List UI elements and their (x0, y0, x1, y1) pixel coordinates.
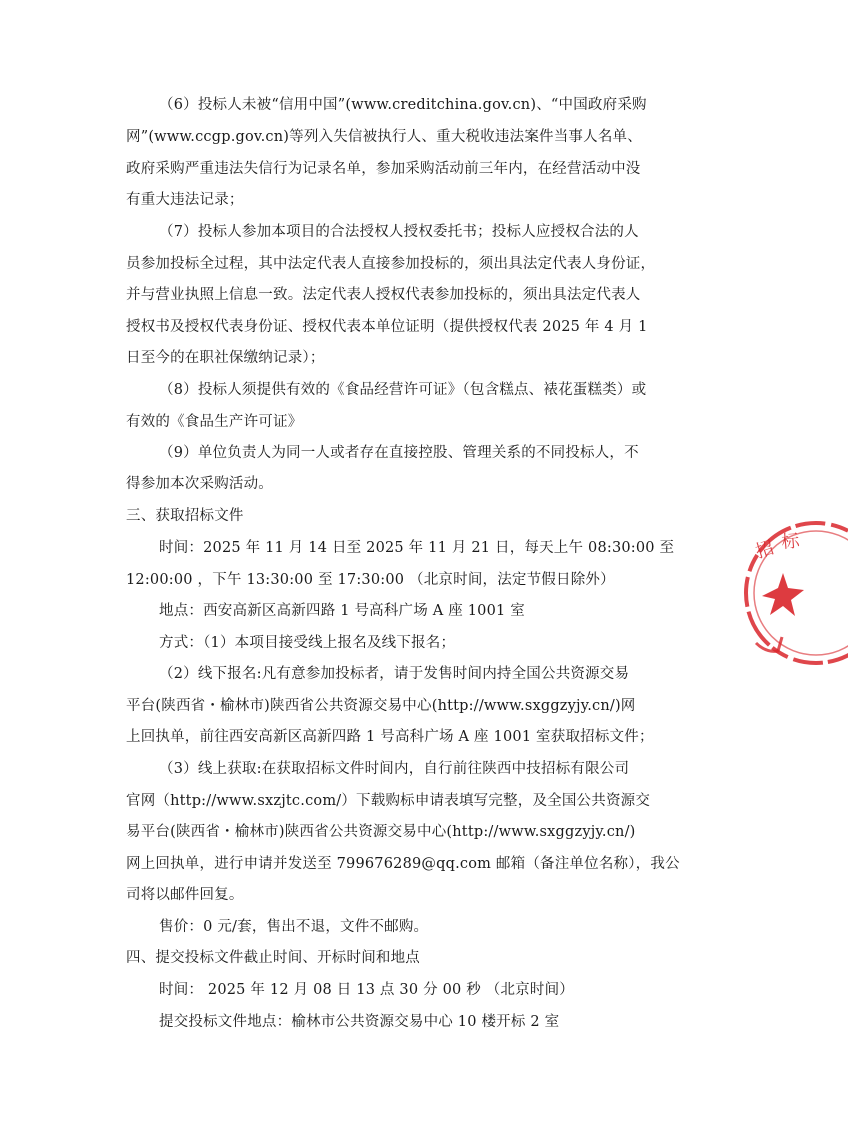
text-line: 有重大违法记录； (126, 192, 244, 208)
text-line: （6）投标人未被“信用中国”(www.creditchina.gov.cn)、“中国政府采购 (159, 97, 647, 113)
text-line: （8）投标人须提供有效的《食品经营许可证》（包含糕点、裱花蛋糕类）或 (159, 382, 647, 398)
text-line: 员参加投标全过程，其中法定代表人直接参加投标的，须出具法定代表人身份证， (126, 256, 656, 272)
section-heading: 三、获取招标文件 (126, 508, 244, 524)
text-line: 司将以邮件回复。 (126, 887, 244, 903)
text-line: 易平台(陕西省・榆林市)陕西省公共资源交易中心(http://www.sxggzyjy.cn/) (126, 824, 636, 840)
text-line: （2）线下报名:凡有意参加投标者，请于发售时间内持全国公共资源交易 (159, 666, 630, 682)
text-line: 平台(陕西省・榆林市)陕西省公共资源交易中心(http://www.sxggzyjy.cn/)网 (126, 698, 636, 714)
svg-text:招: 招 (753, 537, 777, 563)
text-line: 时间：2025 年 11 月 14 日至 2025 年 11 月 21 日，每天上午 08:30:00 至 (159, 540, 675, 556)
section-heading: 四、提交投标文件截止时间、开标时间和地点 (126, 950, 420, 966)
text-line: 提交投标文件地点：榆林市公共资源交易中心 10 楼开标 2 室 (159, 1014, 560, 1030)
text-line: 时间： 2025 年 12 月 08 日 13 点 30 分 00 秒 （北京时间） (159, 982, 574, 998)
text-line: 12:00:00 ，下午 13:30:00 至 17:30:00 （北京时间，法定节假日除外） (126, 572, 615, 588)
company-seal-stamp (738, 518, 848, 668)
text-line: 地点：西安高新区高新四路 1 号高科广场 A 座 1001 室 (159, 603, 525, 619)
text-line: 方式：（1）本项目接受线上报名及线下报名； (159, 635, 456, 651)
text-line: 政府采购严重违法失信行为记录名单，参加采购活动前三年内，在经营活动中没 (126, 161, 641, 177)
text-line: （9）单位负责人为同一人或者存在直接控股、管理关系的不同投标人，不 (159, 445, 639, 461)
text-line: 日至今的在职社保缴纳记录）； (126, 350, 325, 366)
text-line: 有效的《食品生产许可证》 (126, 414, 303, 430)
text-line: 上回执单，前往西安高新区高新四路 1 号高科广场 A 座 1001 室获取招标文件； (126, 729, 654, 745)
text-line: 网上回执单，进行申请并发送至 799676289@qq.com 邮箱（备注单位名称），我公 (126, 856, 680, 872)
text-line: 网”(www.ccgp.gov.cn)等列入失信被执行人、重大税收违法案件当事人名单、 (126, 129, 642, 145)
text-line: 官网（http://www.sxzjtc.com/）下载购标申请表填写完整，及全国公共资源交 (126, 793, 651, 809)
text-line: （3）线上获取:在获取招标文件时间内，自行前往陕西中技招标有限公司 (159, 761, 630, 777)
text-line: 售价：0 元/套，售出不退，文件不邮购。 (159, 919, 429, 935)
star-icon (762, 573, 804, 616)
text-line: 得参加本次采购活动。 (126, 476, 273, 492)
text-line: 并与营业执照上信息一致。法定代表人授权代表参加投标的，须出具法定代表人 (126, 287, 641, 303)
text-line: （7）投标人参加本项目的合法授权人授权委托书；投标人应授权合法的人 (159, 224, 639, 240)
text-line: 授权书及授权代表身份证、授权代表本单位证明（提供授权代表 2025 年 4 月 1 (126, 319, 648, 335)
svg-text:标: 标 (780, 530, 801, 553)
